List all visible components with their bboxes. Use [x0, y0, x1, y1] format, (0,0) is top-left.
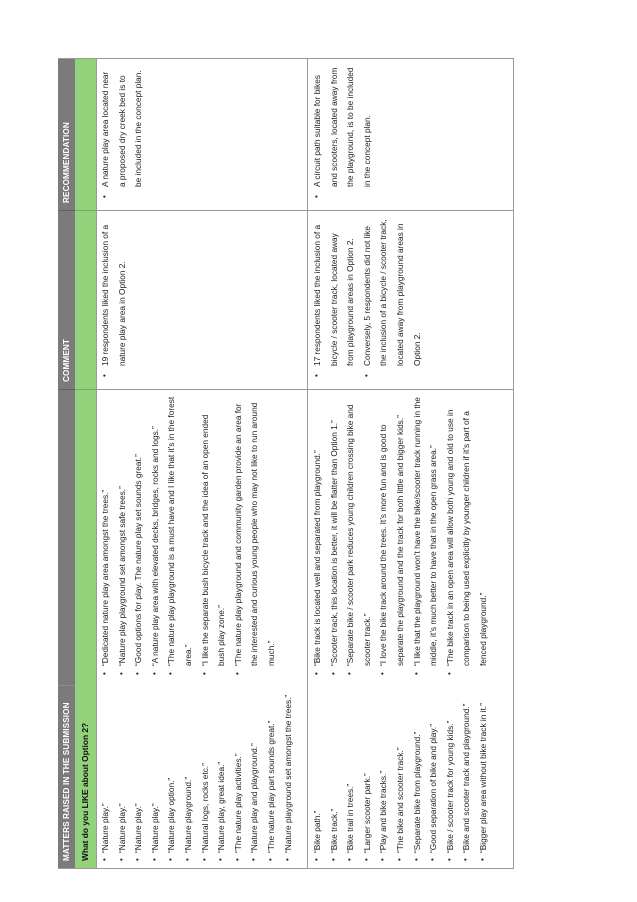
list-item [197, 686, 214, 868]
list-item-text: “Play and bike tracks.” [378, 770, 389, 853]
list-item [230, 686, 247, 868]
list-item [359, 686, 376, 868]
list-item [326, 686, 343, 868]
list-item-text: “Bike and scooter track and playground.” [461, 703, 472, 853]
bullet-icon: • [312, 858, 321, 861]
list-item-text: “Natural logs, rocks etc.” [199, 763, 210, 853]
list-item-text: “Nature play, great idea.” [216, 761, 227, 853]
list-item-text: A circuit path suitable for bikes and scooters, located away from the playground, is to be included in the concept plan. [312, 67, 372, 187]
bullet-icon: • [149, 858, 159, 861]
bullet-icon: • [100, 672, 109, 675]
bullet-icon: • [182, 858, 192, 861]
submissions-table [58, 58, 514, 869]
recommendation-list-cell [308, 59, 513, 211]
bullet-icon: • [378, 858, 388, 861]
list-item [230, 390, 280, 686]
list-item [147, 390, 164, 686]
list-item-text: “Nature play and playground.” [249, 743, 260, 853]
matters-list [97, 686, 296, 868]
list-item [309, 211, 359, 389]
bullet-icon: • [100, 195, 109, 198]
list-item [97, 59, 147, 210]
bullet-icon: • [100, 374, 109, 377]
bullet-icon: • [216, 858, 226, 861]
quotes-list-cell [96, 390, 307, 686]
list-item-text: “I love the bike track around the trees. It’s more fun and is good to separate the playground and the track for both little and bigger kids.” [378, 415, 405, 666]
list-item [163, 390, 196, 686]
matters-list-cell [96, 686, 307, 868]
list-item-text: “Separate bike / scooter park reduces young children crossing bike and scooter track.” [345, 404, 372, 666]
bullet-icon: • [312, 672, 321, 675]
list-item-text: “Larger scooter park.” [361, 773, 372, 853]
comment-list [97, 211, 130, 389]
list-item [409, 390, 442, 686]
list-item-text: “The nature play playground and community garden provide an area for the interested and curious young people who may not like to run around much.” [232, 402, 276, 666]
list-item-text: “The nature play playground is a must have and I like that it’s in the forest area.” [166, 396, 193, 666]
header-matters: MATTERS RAISED IN THE SUBMISSION [58, 686, 75, 868]
quotes-list [309, 390, 492, 686]
bullet-icon: • [166, 672, 176, 675]
list-item [375, 686, 392, 868]
header-matters-extension [58, 390, 75, 686]
list-item-text: “I like that the playground won’t have the bike/scooter track running in the middle, it’s much better to have that in the open grass area.” [411, 397, 439, 666]
list-item [359, 211, 425, 389]
list-item-text: “The bike and scooter track.” [394, 747, 405, 853]
bullet-icon: • [428, 858, 438, 861]
list-item [130, 390, 147, 686]
section-row [75, 59, 96, 868]
list-item [163, 686, 180, 868]
bullet-icon: • [345, 858, 355, 861]
bullet-icon: • [444, 858, 454, 861]
bullet-icon: • [133, 858, 143, 861]
list-item [263, 686, 280, 868]
comment-list-cell [308, 211, 513, 390]
matters-list [309, 686, 492, 868]
list-item-text: “Bike path.” [312, 810, 322, 853]
quotes-list-cell [308, 390, 513, 686]
list-item-text: 19 respondents liked the inclusion of a nature play area in Option 2. [100, 224, 127, 366]
list-item [458, 686, 475, 868]
list-item-text: “Separate bike from playground.” [411, 731, 422, 853]
list-item [342, 390, 375, 686]
bullet-icon: • [477, 858, 487, 861]
list-item-text: “Nature play.” [133, 803, 144, 853]
bullet-icon: • [116, 858, 126, 861]
list-item [475, 686, 492, 868]
list-item [425, 686, 442, 868]
comment-list [309, 211, 425, 389]
bullet-icon: • [100, 858, 109, 861]
recommendation-list [309, 59, 375, 210]
list-item-text: “Bike track is located well and separated from playground.” [312, 450, 322, 666]
recommendation-list-cell [96, 59, 307, 211]
bullet-icon: • [378, 672, 388, 675]
bullet-icon: • [199, 858, 209, 861]
list-item-text: “Scooter track, this location is better, it will be flatter than Option 1.” [328, 420, 339, 666]
section-cell-comment [75, 211, 96, 390]
list-item [97, 211, 130, 389]
list-item [197, 390, 230, 686]
section-cell-recommendation [75, 59, 96, 211]
recommendation-list [97, 59, 147, 210]
comment-list-cell [96, 211, 307, 390]
section-title: What do you LIKE about Option 2? [80, 722, 90, 861]
list-item [130, 686, 147, 868]
list-item-text: “Bike trail in trees.” [345, 783, 356, 853]
list-item-text: “Bike track.” [328, 808, 339, 853]
list-item-text: “Nature play option.” [166, 777, 177, 853]
matters-list-cell [308, 686, 513, 868]
list-item [213, 686, 230, 868]
list-item [442, 390, 492, 686]
bullet-icon: • [328, 672, 338, 675]
bullet-icon: • [249, 858, 259, 861]
list-item [392, 686, 409, 868]
list-item-text: “Nature play playground set amongst safe trees.” [116, 486, 127, 666]
quotes-list [97, 390, 280, 686]
list-item [375, 390, 408, 686]
bullet-icon: • [411, 672, 421, 675]
bullet-icon: • [232, 672, 242, 675]
bullet-icon: • [265, 858, 275, 861]
list-item [114, 686, 131, 868]
bullet-icon: • [361, 374, 371, 377]
list-item [280, 686, 297, 868]
list-item-text: “Good separation of bike and play.” [428, 724, 439, 853]
header-recommendation: RECOMMENDATION [58, 59, 75, 211]
list-item [97, 390, 114, 686]
list-item-text: “The nature play part sounds great.” [265, 720, 276, 853]
list-item-text: Conversely, 5 respondents did not like the inclusion of a bicycle / scooter track, located away from playground areas in Option 2. [361, 219, 422, 366]
list-item [97, 686, 114, 868]
bullet-icon: • [345, 672, 355, 675]
list-item [309, 686, 326, 868]
list-item-text: “The bike track in an open area will allow both young and old to use in comparison to being used explicitly by younger children if it’s part of a fenced playground.” [444, 409, 488, 666]
bullet-icon: • [149, 672, 159, 675]
list-item [147, 686, 164, 868]
bullet-icon: • [361, 858, 371, 861]
list-item-text: “I like the separate bush bicycle track and the idea of an open ended bush play zone.” [199, 414, 227, 666]
list-item [180, 686, 197, 868]
list-item [442, 686, 459, 868]
list-item [409, 686, 426, 868]
bullet-icon: • [394, 858, 404, 861]
list-item-text: “Bigger play area without bike track in it.” [477, 703, 488, 853]
bullet-icon: • [133, 672, 143, 675]
bullet-icon: • [312, 374, 321, 377]
bullet-icon: • [461, 858, 471, 861]
list-item [326, 390, 343, 686]
header-comment: COMMENT [58, 211, 75, 390]
bullet-icon: • [312, 195, 321, 198]
list-item-text: “Nature play.” [149, 803, 160, 853]
bullet-icon: • [411, 858, 421, 861]
bullet-icon: • [166, 858, 176, 861]
list-item [114, 390, 131, 686]
list-item [309, 390, 326, 686]
list-item-text: “The nature play activities.” [232, 753, 243, 853]
list-item-text: “A nature play area with elevated decks, bridges, rocks and logs.” [149, 426, 160, 666]
bullet-icon: • [116, 672, 126, 675]
bullet-icon: • [328, 858, 338, 861]
list-item-text: A nature play area located near a proposed dry creek bed is to be included in the concept plan. [100, 70, 144, 187]
list-item-text: “Nature play.” [116, 803, 127, 853]
list-item-text: “Good options for play. The nature play set sounds great.” [133, 454, 144, 666]
list-item-text: “Nature playground.” [182, 776, 193, 853]
list-item-text: “Dedicated nature play area amongst the trees.” [100, 489, 110, 666]
list-item [342, 686, 359, 868]
list-item-text: “Bike / scooter track for young kids.” [444, 720, 455, 853]
list-item [246, 686, 263, 868]
rotated-page [58, 58, 514, 869]
list-item-text: “Nature play.” [100, 803, 110, 853]
bullet-icon: • [232, 858, 242, 861]
list-item-text: 17 respondents liked the inclusion of a bicycle / scooter track, located away from playground areas in Option 2. [312, 224, 356, 366]
list-item-text: “Nature playground set amongst the trees.” [282, 694, 293, 853]
bullet-icon: • [282, 858, 292, 861]
list-item [309, 59, 375, 210]
bullet-icon: • [199, 672, 209, 675]
bullet-icon: • [444, 672, 454, 675]
